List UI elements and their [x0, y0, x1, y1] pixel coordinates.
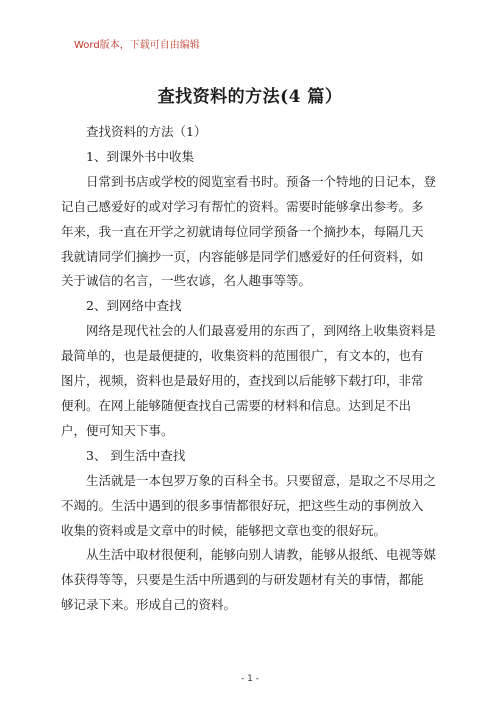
- text-line: 关于诚信的名言，一些农谚，名人趣事等等。: [61, 273, 312, 289]
- text-line: 图片，视频，资料也是最好用的，查找到以后能够下载打印，非常: [61, 373, 424, 389]
- text-line: 查找资料的方法（1）: [86, 124, 207, 139]
- text-line: 生活就是一本包罗万象的百科全书。只要留意，是取之不尽用之: [86, 472, 437, 488]
- text-line: 最简单的，也是最便捷的，收集资料的范围很广，有文本的，也有: [61, 348, 424, 364]
- text-line: 年来，我一直在开学之初就请每位同学预备一个摘抄本，每隔几天: [61, 223, 424, 239]
- text-line: 收集的资料或是文章中的时候，能够把文章也变的很好玩。: [61, 522, 387, 538]
- text-line: 网络是现代社会的人们最喜爱用的东西了，到网络上收集资料是: [86, 323, 437, 339]
- text-line: 日常到书店或学校的阅览室看书时。预备一个特地的日记本，登: [86, 173, 437, 189]
- text-line: 不竭的。生活中遇到的很多事情都很好玩，把这些生动的事例放入: [61, 497, 424, 513]
- document-body: [61, 120, 439, 618]
- text-line: 我就请同学们摘抄一页，内容能够是同学们感爱好的任何资料，如: [61, 248, 424, 264]
- text-line: 体获得等等，只要是生活中所遇到的与研发题材有关的事情，都能: [61, 572, 424, 588]
- text-line: 3、 到生活中查找: [86, 447, 186, 463]
- text-line: 便利。在网上能够随便查找自己需要的材料和信息。达到足不出: [61, 397, 412, 413]
- text-line: 2、到网络中查找: [86, 298, 182, 314]
- text-line: 户，便可知天下事。: [61, 422, 174, 438]
- document-title: 查找资料的方法(4 篇）: [157, 87, 343, 107]
- text-line: 够记录下来。形成自己的资料。: [61, 597, 237, 613]
- text-line: 从生活中取材很便利，能够向别人请教，能够从报纸、电视等媒: [86, 547, 437, 563]
- page-number: - 1 -: [241, 674, 259, 684]
- text-line: 1、到课外书中收集: [86, 148, 194, 164]
- text-line: 记自己感爱好的或对学习有帮忙的资料。需要时能够拿出参考。多: [61, 198, 424, 214]
- header-note: Word版本，下载可自由编辑: [74, 40, 200, 51]
